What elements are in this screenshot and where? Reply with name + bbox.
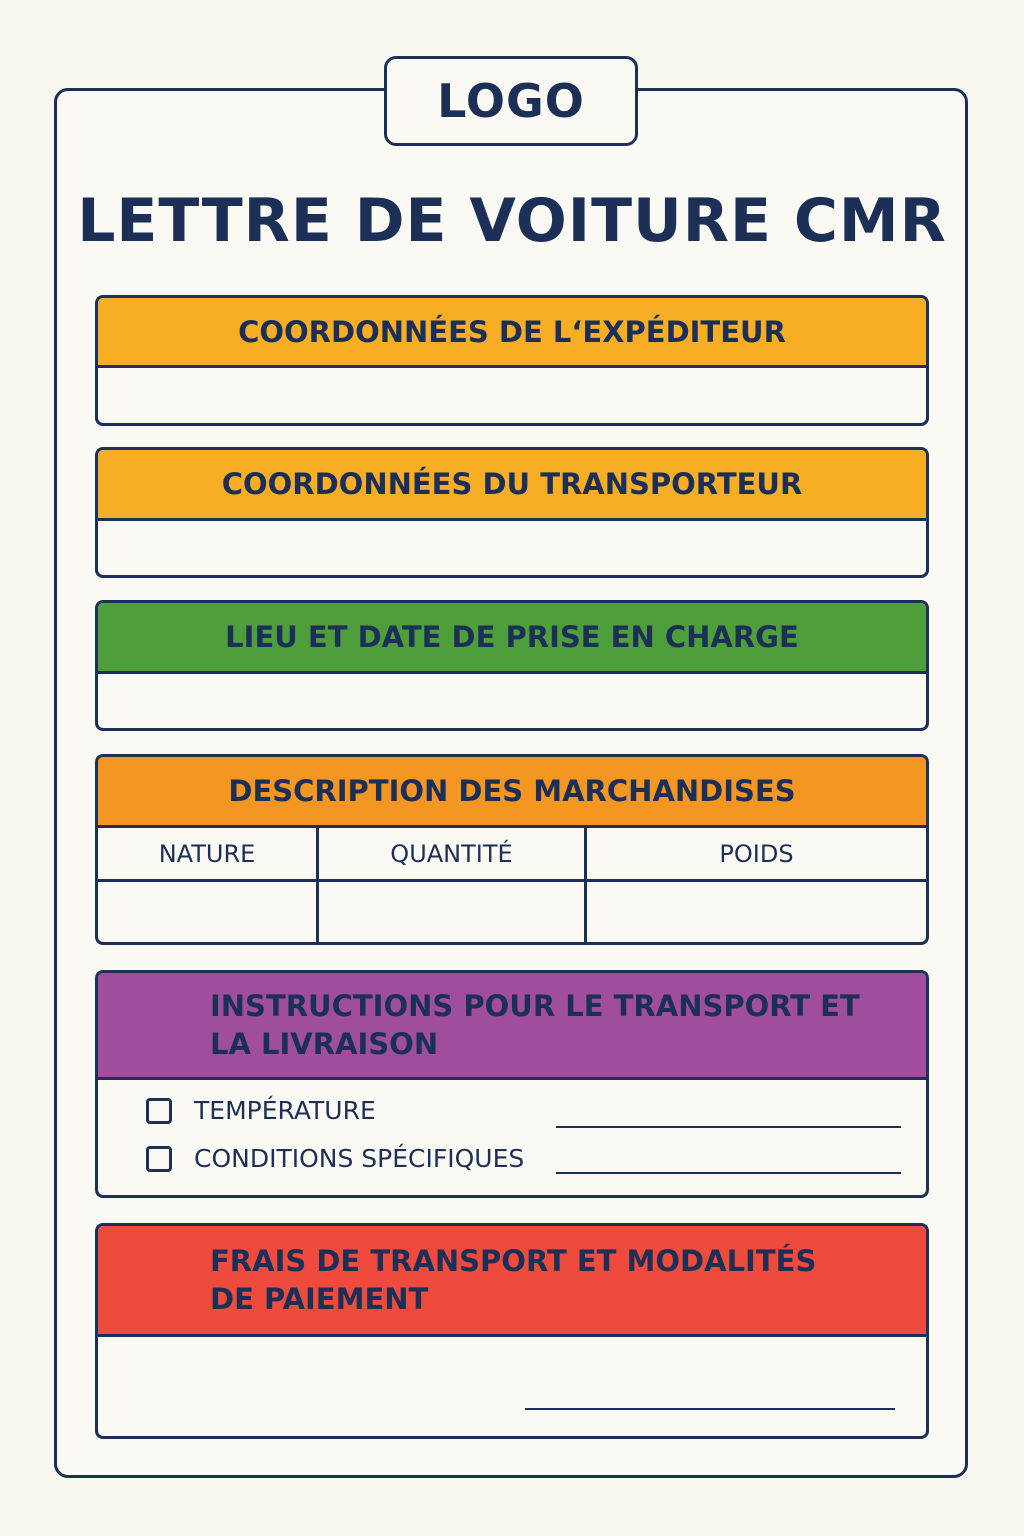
document-title: LETTRE DE VOITURE CMR	[77, 186, 947, 256]
section-prise-en-charge	[95, 600, 929, 731]
section-expediteur	[95, 295, 929, 426]
temperature-label: TEMPÉRATURE	[194, 1096, 376, 1125]
marchandises-table-header	[98, 828, 926, 882]
transporteur-field[interactable]	[98, 521, 926, 575]
section-prise-en-charge-title: LIEU ET DATE DE PRISE EN CHARGE	[225, 620, 799, 654]
section-marchandises	[95, 754, 929, 945]
section-expediteur-header	[98, 298, 926, 368]
option-conditions	[146, 1144, 524, 1173]
section-instructions	[95, 970, 929, 1198]
section-frais	[95, 1223, 929, 1439]
column-header-nature: NATURE	[98, 828, 319, 879]
section-marchandises-title: DESCRIPTION DES MARCHANDISES	[228, 774, 796, 808]
section-frais-title: FRAIS DE TRANSPORT ET MODALITÉS DE PAIEMENT	[210, 1244, 817, 1316]
column-header-quantite: QUANTITÉ	[319, 828, 587, 879]
quantite-field[interactable]	[319, 882, 587, 945]
option-temperature	[146, 1096, 376, 1125]
conditions-label: CONDITIONS SPÉCIFIQUES	[194, 1144, 525, 1173]
section-transporteur-header	[98, 450, 926, 521]
nature-field[interactable]	[98, 882, 319, 945]
section-prise-en-charge-header	[98, 603, 926, 674]
expediteur-field[interactable]	[98, 368, 926, 423]
column-header-poids: POIDS	[719, 839, 794, 868]
section-expediteur-title: COORDONNÉES DE L‘EXPÉDITEUR	[238, 314, 786, 349]
conditions-line[interactable]	[556, 1172, 901, 1174]
temperature-line[interactable]	[556, 1126, 901, 1128]
prise-en-charge-field[interactable]	[98, 674, 926, 728]
section-instructions-header	[98, 973, 926, 1080]
section-transporteur	[95, 447, 929, 578]
logo-placeholder	[384, 56, 638, 146]
logo-text: LOGO	[437, 74, 585, 128]
conditions-checkbox[interactable]	[146, 1146, 172, 1172]
section-transporteur-title: COORDONNÉES DU TRANSPORTEUR	[221, 467, 803, 501]
frais-line[interactable]	[525, 1408, 895, 1410]
marchandises-table-row	[98, 882, 926, 945]
section-instructions-title: INSTRUCTIONS POUR LE TRANSPORT ET LA LIVRAISON	[210, 989, 860, 1061]
poids-field[interactable]	[587, 882, 926, 945]
section-marchandises-header	[98, 757, 926, 828]
temperature-checkbox[interactable]	[146, 1098, 172, 1124]
section-frais-header	[98, 1226, 926, 1337]
